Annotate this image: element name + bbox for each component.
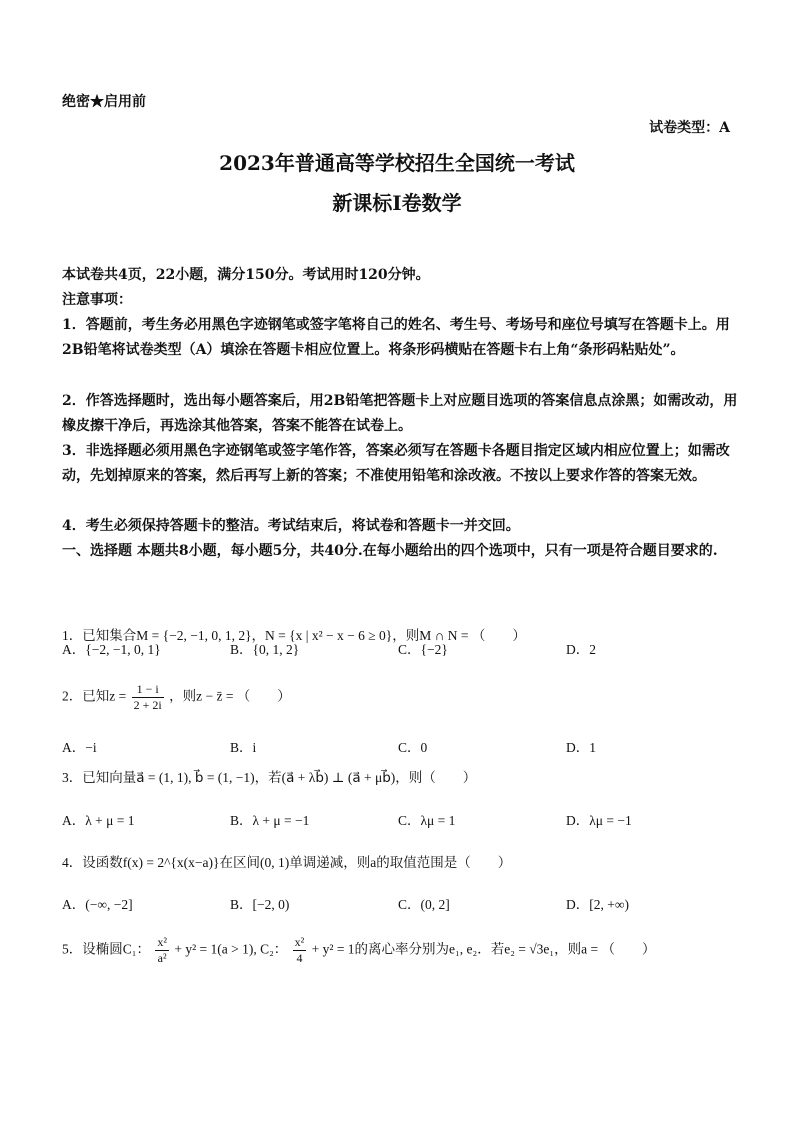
question-5-stem [62,935,655,966]
q2-stem-prefix: 2．已知z = [62,688,127,704]
question-2-stem [62,682,291,713]
q2-fraction-denominator: 2 + 2i [133,698,162,712]
q1-option-b: B．{0, 1, 2} [230,642,300,657]
q5-fraction-1-numerator: x² [157,935,167,949]
intro-text: 本试卷共4页，22小题，满分150分。考试用时120分钟。 [62,267,430,283]
section-heading: 一、选择题 本题共8小题，每小题5分，共40分.在每小题给出的四个选项中，只有一项是符合题目要求的. [62,543,718,559]
exam-subtitle: 新课标Ⅰ卷数学 [332,191,462,215]
q5-stem-suffix: + y² = 1的离心率分别为e₁, e₂．若e₂ = √3e₁，则a = （ ） [311,941,656,957]
note-item: 3．非选择题必须用黑色字迹钢笔或签字笔作答，答案必须写在答题卡各题目指定区域内相应位置上；如需改动，先划掉原来的答案，然后再写上新的答案；不准使用铅笔和涂改液。不按以上要求作答的答案无效。 [62,443,730,484]
note-item: 1．答题前，考生务必用黑色字迹钢笔或签字笔将自己的姓名、考生号、考场号和座位号填写在答题卡上。用2B铅笔将试卷类型（A）填涂在答题卡相应位置上。将条形码横贴在答题卡右上角“条形码粘贴处”。 [62,317,730,358]
note-item: 4．考生必须保持答题卡的整洁。考试结束后，将试卷和答题卡一并交回。 [62,518,520,534]
q1-option-d: D．2 [566,642,596,657]
q2-stem-suffix: ，则z − z̄ = （ ） [169,688,291,704]
question-1-stem: 1．已知集合M = {−2, −1, 0, 1, 2}，N = {x | x² − x − 6 ≥ 0}，则M ∩ N = （ ） [62,628,526,643]
q2-fraction-numerator: 1 − i [132,682,164,698]
secret-label: 绝密★启用前 [62,94,146,110]
q5-stem-middle: + y² = 1(a > 1), C₂： [174,941,288,957]
q3-option-b: B．λ + μ = −1 [230,813,310,828]
question-4-stem: 4．设函数f(x) = 2^{x(x−a)}在区间(0, 1)单调递减，则a的取值范围是（ ） [62,855,512,870]
paper-type-label: 试卷类型：A [649,120,730,136]
q3-option-a: A．λ + μ = 1 [62,813,135,828]
q2-option-a: A．−i [62,740,97,755]
q3-option-d: D．λμ = −1 [566,813,632,828]
q2-fraction [132,682,164,713]
q5-fraction-2-numerator: x² [294,935,305,949]
q1-option-c: C．{−2} [398,642,448,657]
notes-heading: 注意事项： [62,292,132,308]
q1-option-a: A．{−2, −1, 0, 1} [62,642,161,657]
q2-option-c: C．0 [398,740,428,755]
q5-fraction-2-denominator: 4 [296,951,303,965]
q5-fraction-2 [293,935,307,966]
q4-option-c: C．(0, 2] [398,897,450,912]
q5-fraction-1 [155,935,169,966]
q4-option-b: B．[−2, 0) [230,897,290,912]
note-item: 2．作答选择题时，选出每小题答案后，用2B铅笔把答题卡上对应题目选项的答案信息点涂黑；如需改动，用橡皮擦干净后，再选涂其他答案，答案不能答在试卷上。 [62,393,738,434]
q5-stem-prefix: 5．设椭圆C₁： [62,941,150,957]
question-3-stem: 3．已知向量a⃗ = (1, 1), b⃗ = (1, −1)，若(a⃗ + λb⃗) ⊥ (a⃗ + μb⃗)，则（ ） [62,770,477,785]
q2-option-d: D．1 [566,740,596,755]
q5-fraction-1-denominator: a² [157,951,167,965]
q2-option-b: B．i [230,740,257,755]
q4-option-d: D．[2, +∞) [566,897,629,912]
q4-option-a: A．(−∞, −2] [62,897,133,912]
q3-option-c: C．λμ = 1 [398,813,456,828]
exam-title: 2023年普通高等学校招生全国统一考试 [219,151,575,175]
